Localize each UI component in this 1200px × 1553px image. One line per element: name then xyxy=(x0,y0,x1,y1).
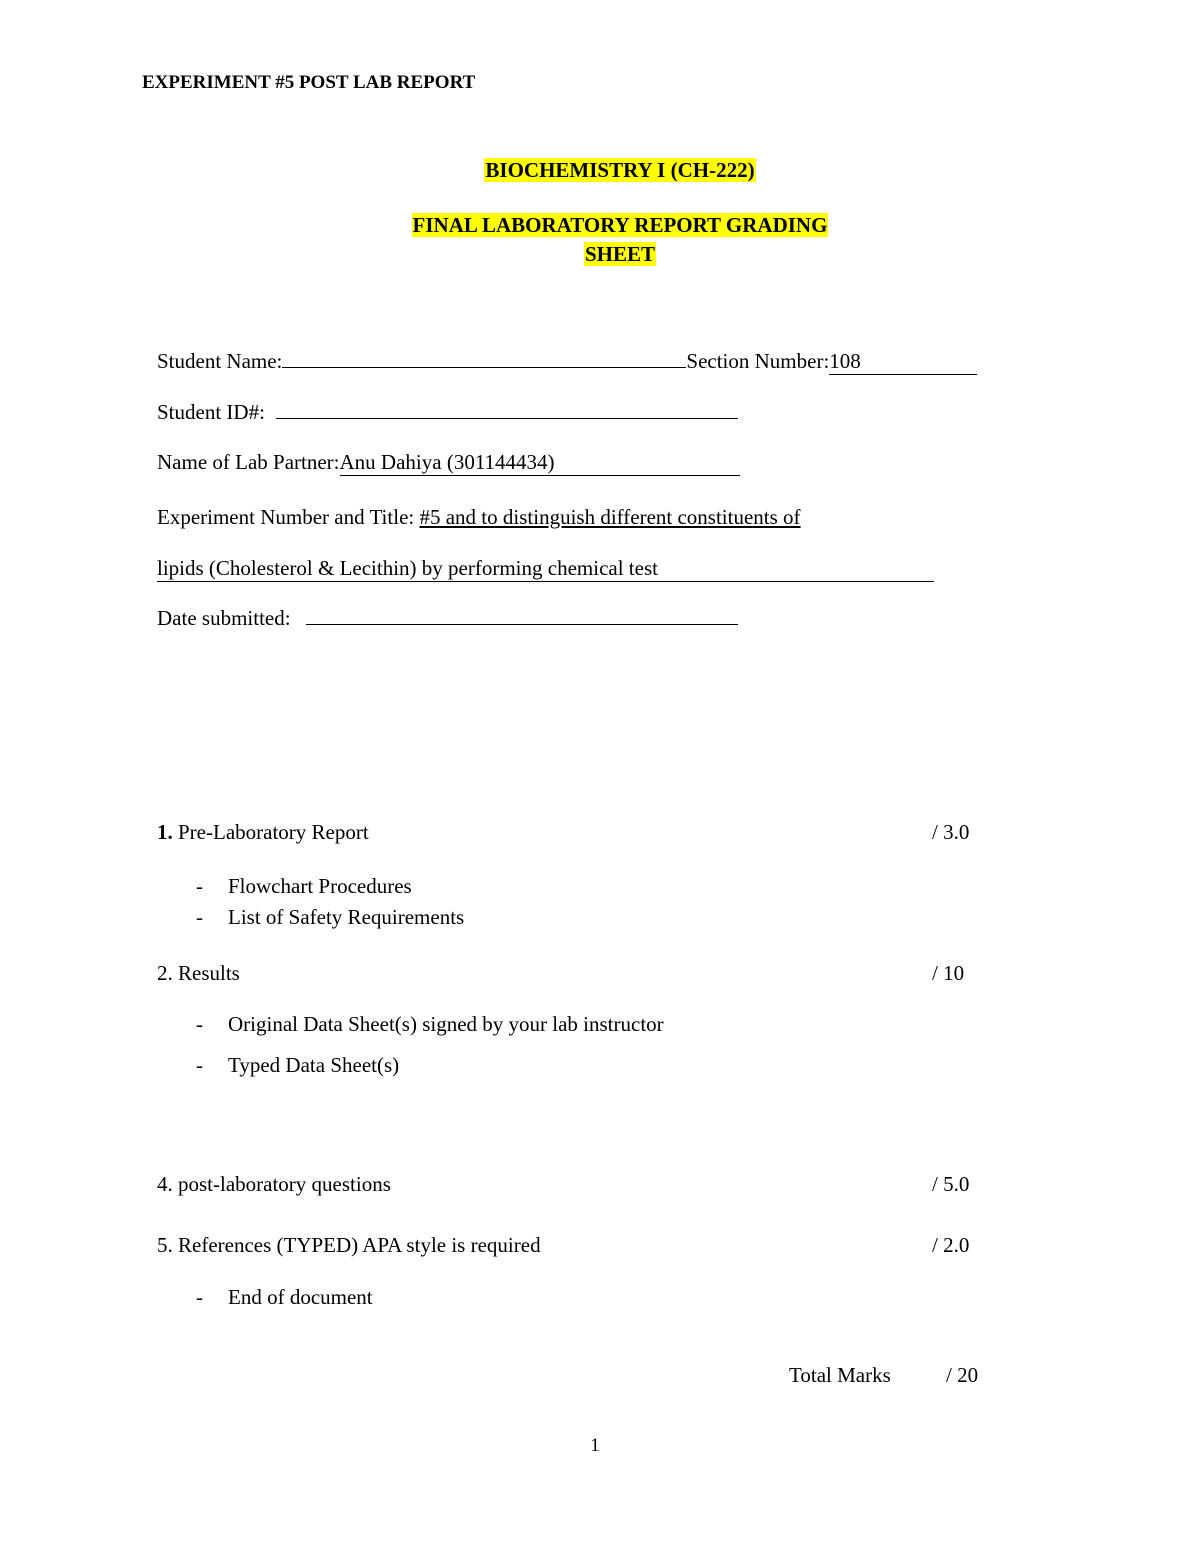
grading-item-5: 5. References (TYPED) APA style is required xyxy=(157,1233,541,1257)
total-marks-label: Total Marks xyxy=(789,1363,891,1387)
dash: - xyxy=(196,1285,203,1309)
item-2-subitem-1: Original Data Sheet(s) signed by your lab instructor xyxy=(228,1012,664,1036)
section-label: Section Number: xyxy=(686,349,830,373)
item-2-subitem-2: Typed Data Sheet(s) xyxy=(228,1053,400,1077)
document-header: EXPERIMENT #5 POST LAB REPORT xyxy=(142,72,476,93)
date-label: Date submitted: xyxy=(157,606,291,630)
item-4-score: / 5.0 xyxy=(932,1172,970,1196)
experiment-value-line-2: lipids (Cholesterol & Lecithin) by performing chemical test xyxy=(157,556,658,580)
experiment-field-line-2[interactable] xyxy=(157,556,934,582)
experiment-label: Experiment Number and Title: xyxy=(157,505,420,529)
dash: - xyxy=(196,1012,203,1036)
item-1-number: 1. xyxy=(157,820,173,844)
section-number-field[interactable] xyxy=(829,349,977,375)
item-1-label: Pre-Laboratory Report xyxy=(172,820,369,844)
item-5-subitem-1: End of document xyxy=(228,1285,373,1309)
student-name-row xyxy=(157,349,977,375)
date-row xyxy=(157,606,738,631)
student-id-row xyxy=(157,400,738,425)
lab-partner-value: Anu Dahiya (301144434) xyxy=(339,450,555,474)
student-name-input[interactable] xyxy=(282,366,686,368)
lab-partner-field[interactable] xyxy=(340,450,740,476)
item-1-subitem-1: Flowchart Procedures xyxy=(228,874,412,898)
student-name-label: Student Name: xyxy=(157,349,283,373)
course-title-row xyxy=(0,158,1200,183)
experiment-row-1 xyxy=(157,505,801,530)
item-1-score: / 3.0 xyxy=(932,820,970,844)
sheet-title-row-2 xyxy=(0,242,1200,267)
dash: - xyxy=(196,874,203,898)
course-title: BIOCHEMISTRY I (CH-222) xyxy=(485,158,755,182)
grading-item-4: 4. post-laboratory questions xyxy=(157,1172,391,1196)
student-id-input[interactable] xyxy=(276,417,738,419)
sheet-title-line-2: SHEET xyxy=(584,242,656,266)
item-1-subitem-2: List of Safety Requirements xyxy=(228,905,465,929)
experiment-value-line-1: #5 and to distinguish different constituents of xyxy=(419,505,801,529)
lab-partner-label: Name of Lab Partner: xyxy=(157,450,340,474)
item-5-score: / 2.0 xyxy=(932,1233,970,1257)
section-value: 108 xyxy=(829,349,861,373)
dash: - xyxy=(196,1053,203,1077)
date-input[interactable] xyxy=(306,623,738,625)
sheet-title-row-1 xyxy=(0,213,1200,238)
sheet-title-line-1: FINAL LABORATORY REPORT GRADING xyxy=(412,213,828,237)
grading-item-1 xyxy=(157,820,369,845)
lab-partner-row xyxy=(157,450,740,476)
experiment-row-2 xyxy=(157,556,934,582)
student-id-label: Student ID#: xyxy=(157,400,265,424)
page-number: 1 xyxy=(590,1435,600,1456)
dash: - xyxy=(196,905,203,929)
grading-item-2: 2. Results xyxy=(157,961,240,985)
item-2-score: / 10 xyxy=(932,961,965,985)
total-marks-score: / 20 xyxy=(946,1363,979,1387)
